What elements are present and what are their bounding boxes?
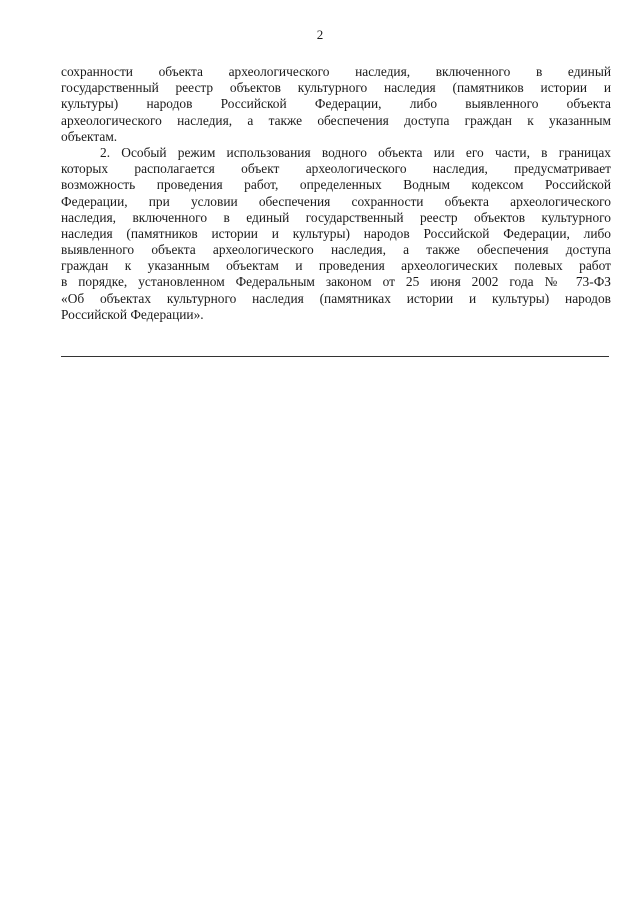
text-line: объектам. <box>61 128 118 144</box>
text-line: сохранности объекта археологического наследия, включенного в единый <box>61 64 611 79</box>
text-line: наследия (памятников истории и культуры) народов Российской Федерации, либо <box>61 225 611 241</box>
text-line: «Об объектах культурного наследия (памятниках истории и культуры) народов <box>61 290 611 306</box>
text-line: государственный реестр объектов культурного наследия (памятников истории и <box>61 80 611 96</box>
text-line: выявленного объекта археологического наследия, а также обеспечения доступа <box>61 242 611 258</box>
text-line: археологического наследия, а также обеспечения доступа граждан к указанным <box>61 112 611 128</box>
text-line: возможность проведения работ, определенных Водным кодексом Российской <box>61 177 611 193</box>
text-line: Федерации, при условии обеспечения сохранности объекта археологического <box>61 193 611 209</box>
paragraph-2 <box>61 145 611 323</box>
text-line: 2. Особый режим использования водного объекта или его части, в границах <box>100 144 611 160</box>
text-line: наследия, включенного в единый государственный реестр объектов культурного <box>61 209 611 225</box>
text-line: граждан к указанным объектам и проведения археологических полевых работ <box>61 258 611 274</box>
text-line: Российской Федерации». <box>61 306 204 322</box>
paragraph-1 <box>61 64 611 145</box>
text-line: культуры) народов Российской Федерации, либо выявленного объекта <box>61 96 611 112</box>
page-number: 2 <box>316 27 324 42</box>
text-line: которых располагается объект археологического наследия, предусматривает <box>61 161 611 177</box>
document-body <box>61 64 611 323</box>
horizontal-rule <box>61 356 609 357</box>
text-line: в порядке, установленном Федеральным законом от 25 июня 2002 года № 73-ФЗ <box>61 274 611 290</box>
